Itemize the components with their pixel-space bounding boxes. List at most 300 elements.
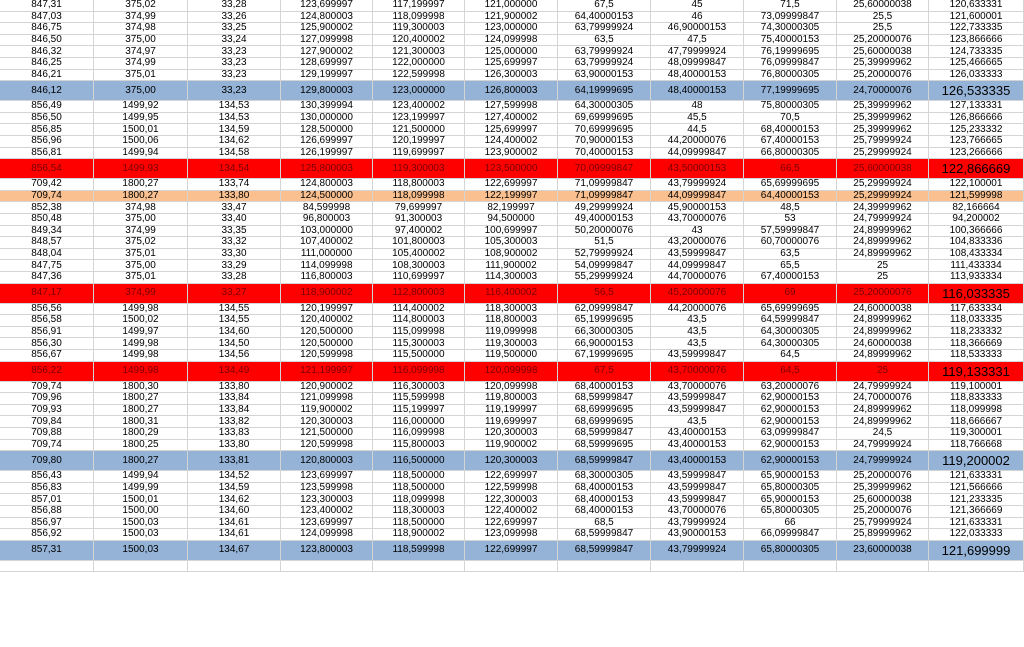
table-cell[interactable]: 43,59999847 xyxy=(651,249,744,260)
table-cell[interactable]: 25,5 xyxy=(837,23,929,34)
table-cell[interactable]: 60,70000076 xyxy=(744,237,837,248)
table-cell[interactable]: 133,80 xyxy=(188,382,281,393)
table-cell[interactable]: 857,31 xyxy=(0,541,94,560)
table-cell[interactable]: 134,56 xyxy=(188,350,281,361)
table-cell[interactable]: 120,199997 xyxy=(373,136,465,147)
table-cell[interactable]: 118,300003 xyxy=(373,506,465,517)
table-cell[interactable]: 25,39999962 xyxy=(837,58,929,69)
table-cell[interactable]: 121,600001 xyxy=(929,12,1024,23)
table-cell[interactable]: 120,300003 xyxy=(465,451,558,470)
table-cell[interactable]: 856,97 xyxy=(0,518,94,529)
table-cell[interactable]: 115,199997 xyxy=(373,405,465,416)
table-cell[interactable]: 63,79999924 xyxy=(558,23,651,34)
table-cell[interactable]: 43,59999847 xyxy=(651,350,744,361)
table-cell[interactable]: 64,59999847 xyxy=(744,315,837,326)
table-cell[interactable]: 847,17 xyxy=(0,284,94,303)
table-cell[interactable]: 47,5 xyxy=(651,35,744,46)
table-cell[interactable]: 66,30000305 xyxy=(558,327,651,338)
table-cell[interactable]: 375,00 xyxy=(94,35,188,46)
table-cell[interactable]: 115,800003 xyxy=(373,440,465,451)
table-cell[interactable]: 375,00 xyxy=(94,81,188,100)
table-cell[interactable]: 43,59999847 xyxy=(651,405,744,416)
table-cell[interactable]: 33,40 xyxy=(188,214,281,225)
table-cell[interactable]: 123,000000 xyxy=(465,23,558,34)
table-cell[interactable]: 127,900002 xyxy=(281,46,373,57)
table-cell[interactable]: 25,20000076 xyxy=(837,471,929,482)
table-cell[interactable]: 44,20000076 xyxy=(651,136,744,147)
table-cell[interactable]: 105,400002 xyxy=(373,249,465,260)
table-cell[interactable]: 122,599998 xyxy=(465,483,558,494)
table-cell[interactable]: 124,733335 xyxy=(929,46,1024,57)
table-cell[interactable]: 121,000000 xyxy=(465,0,558,11)
table-cell[interactable]: 62,90000153 xyxy=(744,440,837,451)
table-cell[interactable]: 849,34 xyxy=(0,226,94,237)
table-cell[interactable]: 77,19999695 xyxy=(744,81,837,100)
table-cell[interactable]: 1800,27 xyxy=(94,405,188,416)
table-cell[interactable]: 126,699997 xyxy=(281,136,373,147)
table-cell[interactable]: 43,79999924 xyxy=(651,518,744,529)
table-cell[interactable]: 68,59999847 xyxy=(558,529,651,540)
table-cell[interactable]: 24,89999962 xyxy=(837,405,929,416)
table-cell[interactable]: 852,38 xyxy=(0,202,94,213)
table-cell[interactable]: 25,39999962 xyxy=(837,101,929,112)
table-cell[interactable]: 100,699997 xyxy=(465,226,558,237)
table-cell[interactable]: 133,81 xyxy=(188,451,281,470)
table-cell[interactable]: 134,60 xyxy=(188,327,281,338)
table-cell[interactable]: 134,61 xyxy=(188,529,281,540)
table-cell[interactable]: 117,633334 xyxy=(929,304,1024,315)
table-cell[interactable]: 54,09999847 xyxy=(558,260,651,271)
table-cell[interactable]: 70,40000153 xyxy=(558,148,651,159)
table-cell[interactable]: 66,90000153 xyxy=(558,338,651,349)
table-cell[interactable]: 45 xyxy=(651,0,744,11)
table-cell[interactable]: 25,20000076 xyxy=(837,284,929,303)
table-cell[interactable]: 62,90000153 xyxy=(744,416,837,427)
table-cell[interactable]: 122,199997 xyxy=(465,191,558,202)
table-cell[interactable]: 709,74 xyxy=(0,191,94,202)
table-cell[interactable]: 123,199997 xyxy=(373,113,465,124)
table-cell[interactable]: 121,566666 xyxy=(929,483,1024,494)
table-cell[interactable]: 24,89999962 xyxy=(837,249,929,260)
table-cell[interactable]: 97,400002 xyxy=(373,226,465,237)
table-cell[interactable]: 122,033333 xyxy=(929,529,1024,540)
table-cell[interactable]: 68,40000153 xyxy=(558,494,651,505)
table-cell[interactable]: 116,033335 xyxy=(929,284,1024,303)
table-cell[interactable]: 125,466665 xyxy=(929,58,1024,69)
table-cell[interactable]: 24,79999924 xyxy=(837,382,929,393)
table-cell[interactable]: 119,099998 xyxy=(465,327,558,338)
table-cell[interactable]: 122,699997 xyxy=(465,518,558,529)
table-cell[interactable]: 709,96 xyxy=(0,393,94,404)
table-cell[interactable]: 1499,95 xyxy=(94,113,188,124)
table-cell[interactable]: 66,80000305 xyxy=(744,148,837,159)
table-cell[interactable]: 48,40000153 xyxy=(651,70,744,81)
table-cell[interactable]: 127,599998 xyxy=(465,101,558,112)
table-cell[interactable]: 111,433334 xyxy=(929,260,1024,271)
table-cell[interactable]: 1499,98 xyxy=(94,338,188,349)
table-cell[interactable]: 122,699997 xyxy=(465,179,558,190)
table-cell[interactable]: 68,40000153 xyxy=(744,124,837,135)
table-cell[interactable]: 66,5 xyxy=(744,159,837,178)
table-cell[interactable]: 122,300003 xyxy=(465,494,558,505)
table-cell[interactable]: 67,19999695 xyxy=(558,350,651,361)
table-cell[interactable]: 25 xyxy=(837,362,929,381)
table-cell[interactable]: 856,50 xyxy=(0,113,94,124)
table-cell[interactable]: 119,699997 xyxy=(373,148,465,159)
table-cell[interactable]: 134,59 xyxy=(188,483,281,494)
table-cell[interactable]: 856,92 xyxy=(0,529,94,540)
table-cell[interactable]: 71,5 xyxy=(744,0,837,11)
table-cell[interactable]: 119,300003 xyxy=(373,23,465,34)
table-cell[interactable]: 43 xyxy=(651,226,744,237)
table-cell[interactable]: 84,599998 xyxy=(281,202,373,213)
table-cell[interactable]: 121,300003 xyxy=(373,46,465,57)
table-cell[interactable]: 122,866669 xyxy=(929,159,1024,178)
table-cell[interactable]: 33,30 xyxy=(188,249,281,260)
table-cell[interactable]: 116,099998 xyxy=(373,362,465,381)
table-cell[interactable]: 24,89999962 xyxy=(837,315,929,326)
table-cell[interactable]: 25 xyxy=(837,272,929,283)
table-cell[interactable]: 856,81 xyxy=(0,148,94,159)
table-cell[interactable]: 129,199997 xyxy=(281,70,373,81)
table-cell[interactable]: 25,20000076 xyxy=(837,70,929,81)
table-cell[interactable]: 65,80000305 xyxy=(744,483,837,494)
table-cell[interactable]: 65,90000153 xyxy=(744,471,837,482)
table-cell[interactable]: 107,400002 xyxy=(281,237,373,248)
table-cell[interactable]: 119,500000 xyxy=(465,350,558,361)
table-cell[interactable]: 76,19999695 xyxy=(744,46,837,57)
empty-cell[interactable] xyxy=(188,561,281,572)
table-cell[interactable]: 1800,30 xyxy=(94,382,188,393)
table-cell[interactable]: 1499,94 xyxy=(94,148,188,159)
table-cell[interactable]: 25,5 xyxy=(837,12,929,23)
table-cell[interactable]: 48,09999847 xyxy=(651,58,744,69)
table-cell[interactable]: 857,01 xyxy=(0,494,94,505)
table-cell[interactable]: 122,100001 xyxy=(929,179,1024,190)
table-cell[interactable]: 24,70000076 xyxy=(837,393,929,404)
table-cell[interactable]: 43,5 xyxy=(651,327,744,338)
table-cell[interactable]: 64,30000305 xyxy=(558,101,651,112)
table-cell[interactable]: 43,59999847 xyxy=(651,494,744,505)
table-cell[interactable]: 128,500000 xyxy=(281,124,373,135)
table-cell[interactable]: 65,69999695 xyxy=(744,304,837,315)
table-cell[interactable]: 1499,98 xyxy=(94,362,188,381)
table-cell[interactable]: 1500,02 xyxy=(94,315,188,326)
table-cell[interactable]: 130,399994 xyxy=(281,101,373,112)
table-cell[interactable]: 71,09999847 xyxy=(558,179,651,190)
table-cell[interactable]: 134,61 xyxy=(188,518,281,529)
empty-cell[interactable] xyxy=(465,561,558,572)
table-cell[interactable]: 134,55 xyxy=(188,315,281,326)
table-cell[interactable]: 119,100001 xyxy=(929,382,1024,393)
table-cell[interactable]: 126,533335 xyxy=(929,81,1024,100)
table-cell[interactable]: 126,800003 xyxy=(465,81,558,100)
table-cell[interactable]: 119,300001 xyxy=(929,428,1024,439)
table-cell[interactable]: 25,20000076 xyxy=(837,506,929,517)
table-cell[interactable]: 375,01 xyxy=(94,70,188,81)
table-cell[interactable]: 46 xyxy=(651,12,744,23)
table-cell[interactable]: 134,49 xyxy=(188,362,281,381)
table-cell[interactable]: 82,199997 xyxy=(465,202,558,213)
table-cell[interactable]: 25,29999924 xyxy=(837,148,929,159)
table-cell[interactable]: 123,000000 xyxy=(373,81,465,100)
table-cell[interactable]: 94,500000 xyxy=(465,214,558,225)
table-cell[interactable]: 1800,27 xyxy=(94,179,188,190)
table-cell[interactable]: 123,866666 xyxy=(929,35,1024,46)
table-cell[interactable]: 125,000000 xyxy=(465,46,558,57)
table-cell[interactable]: 33,28 xyxy=(188,272,281,283)
table-cell[interactable]: 44,09999847 xyxy=(651,148,744,159)
table-cell[interactable]: 856,85 xyxy=(0,124,94,135)
table-cell[interactable]: 118,099998 xyxy=(929,405,1024,416)
table-cell[interactable]: 115,300003 xyxy=(373,338,465,349)
table-cell[interactable]: 101,800003 xyxy=(373,237,465,248)
table-cell[interactable]: 856,58 xyxy=(0,315,94,326)
table-cell[interactable]: 374,99 xyxy=(94,58,188,69)
table-cell[interactable]: 125,699997 xyxy=(465,124,558,135)
table-cell[interactable]: 24,79999924 xyxy=(837,451,929,470)
table-cell[interactable]: 65,90000153 xyxy=(744,494,837,505)
table-cell[interactable]: 120,500000 xyxy=(281,327,373,338)
table-cell[interactable]: 375,01 xyxy=(94,249,188,260)
table-cell[interactable]: 122,733335 xyxy=(929,23,1024,34)
table-cell[interactable]: 374,99 xyxy=(94,12,188,23)
table-cell[interactable]: 43,50000153 xyxy=(651,159,744,178)
table-cell[interactable]: 856,22 xyxy=(0,362,94,381)
table-cell[interactable]: 375,00 xyxy=(94,260,188,271)
table-cell[interactable]: 1499,97 xyxy=(94,327,188,338)
table-cell[interactable]: 25,60000038 xyxy=(837,46,929,57)
table-cell[interactable]: 116,099998 xyxy=(373,428,465,439)
table-cell[interactable]: 122,699997 xyxy=(465,471,558,482)
table-cell[interactable]: 114,800003 xyxy=(373,315,465,326)
table-cell[interactable]: 33,26 xyxy=(188,12,281,23)
table-cell[interactable]: 134,58 xyxy=(188,148,281,159)
table-cell[interactable]: 123,599998 xyxy=(281,483,373,494)
table-cell[interactable]: 846,21 xyxy=(0,70,94,81)
table-cell[interactable]: 55,29999924 xyxy=(558,272,651,283)
table-cell[interactable]: 116,000000 xyxy=(373,416,465,427)
table-cell[interactable]: 68,40000153 xyxy=(558,382,651,393)
table-cell[interactable]: 124,099998 xyxy=(281,529,373,540)
table-cell[interactable]: 43,59999847 xyxy=(651,393,744,404)
table-cell[interactable]: 45,5 xyxy=(651,113,744,124)
table-cell[interactable]: 62,90000153 xyxy=(744,405,837,416)
table-cell[interactable]: 134,59 xyxy=(188,124,281,135)
table-cell[interactable]: 121,633331 xyxy=(929,471,1024,482)
table-cell[interactable]: 91,300003 xyxy=(373,214,465,225)
table-cell[interactable]: 63,79999924 xyxy=(558,58,651,69)
empty-cell[interactable] xyxy=(651,561,744,572)
table-cell[interactable]: 52,79999924 xyxy=(558,249,651,260)
table-cell[interactable]: 1500,06 xyxy=(94,136,188,147)
table-cell[interactable]: 43,70000076 xyxy=(651,382,744,393)
table-cell[interactable]: 134,62 xyxy=(188,136,281,147)
table-cell[interactable]: 62,90000153 xyxy=(744,393,837,404)
table-cell[interactable]: 103,000000 xyxy=(281,226,373,237)
table-cell[interactable]: 24,39999962 xyxy=(837,202,929,213)
table-cell[interactable]: 114,400002 xyxy=(373,304,465,315)
table-cell[interactable]: 43,20000076 xyxy=(651,237,744,248)
table-cell[interactable]: 118,099998 xyxy=(373,191,465,202)
table-cell[interactable]: 49,40000153 xyxy=(558,214,651,225)
table-cell[interactable]: 121,500000 xyxy=(373,124,465,135)
table-cell[interactable]: 33,23 xyxy=(188,46,281,57)
table-cell[interactable]: 130,000000 xyxy=(281,113,373,124)
table-cell[interactable]: 1500,03 xyxy=(94,518,188,529)
table-cell[interactable]: 119,300003 xyxy=(373,159,465,178)
table-cell[interactable]: 120,900002 xyxy=(281,382,373,393)
table-cell[interactable]: 856,49 xyxy=(0,101,94,112)
table-cell[interactable]: 63,20000076 xyxy=(744,382,837,393)
table-cell[interactable]: 108,433334 xyxy=(929,249,1024,260)
table-cell[interactable]: 105,300003 xyxy=(465,237,558,248)
table-cell[interactable]: 51,5 xyxy=(558,237,651,248)
table-cell[interactable]: 24,60000038 xyxy=(837,304,929,315)
table-cell[interactable]: 75,40000153 xyxy=(744,35,837,46)
table-cell[interactable]: 33,28 xyxy=(188,0,281,11)
table-cell[interactable]: 73,09999847 xyxy=(744,12,837,23)
table-cell[interactable]: 119,200002 xyxy=(929,451,1024,470)
table-cell[interactable]: 1499,99 xyxy=(94,483,188,494)
table-cell[interactable]: 67,40000153 xyxy=(744,272,837,283)
table-cell[interactable]: 134,60 xyxy=(188,506,281,517)
table-cell[interactable]: 1800,29 xyxy=(94,428,188,439)
table-cell[interactable]: 65,80000305 xyxy=(744,506,837,517)
table-cell[interactable]: 129,800003 xyxy=(281,81,373,100)
table-cell[interactable]: 123,766665 xyxy=(929,136,1024,147)
table-cell[interactable]: 33,27 xyxy=(188,284,281,303)
table-cell[interactable]: 848,04 xyxy=(0,249,94,260)
table-cell[interactable]: 119,699997 xyxy=(465,416,558,427)
table-cell[interactable]: 68,59999695 xyxy=(558,440,651,451)
table-cell[interactable]: 846,75 xyxy=(0,23,94,34)
table-cell[interactable]: 68,59999847 xyxy=(558,541,651,560)
table-cell[interactable]: 44,70000076 xyxy=(651,272,744,283)
table-cell[interactable]: 25,89999962 xyxy=(837,529,929,540)
table-cell[interactable]: 856,54 xyxy=(0,159,94,178)
table-cell[interactable]: 115,599998 xyxy=(373,393,465,404)
table-cell[interactable]: 68,69999695 xyxy=(558,405,651,416)
table-cell[interactable]: 121,900002 xyxy=(465,12,558,23)
table-cell[interactable]: 96,800003 xyxy=(281,214,373,225)
table-cell[interactable]: 68,59999847 xyxy=(558,451,651,470)
table-cell[interactable]: 847,03 xyxy=(0,12,94,23)
table-cell[interactable]: 64,19999695 xyxy=(558,81,651,100)
table-cell[interactable]: 115,500000 xyxy=(373,350,465,361)
table-cell[interactable]: 64,5 xyxy=(744,350,837,361)
table-cell[interactable]: 76,80000305 xyxy=(744,70,837,81)
table-cell[interactable]: 49,29999924 xyxy=(558,202,651,213)
table-cell[interactable]: 46,90000153 xyxy=(651,23,744,34)
table-cell[interactable]: 43,5 xyxy=(651,416,744,427)
table-cell[interactable]: 113,933334 xyxy=(929,272,1024,283)
table-cell[interactable]: 126,199997 xyxy=(281,148,373,159)
table-cell[interactable]: 709,74 xyxy=(0,440,94,451)
table-cell[interactable]: 82,166664 xyxy=(929,202,1024,213)
table-cell[interactable]: 123,699997 xyxy=(281,471,373,482)
table-cell[interactable]: 116,800003 xyxy=(281,272,373,283)
table-cell[interactable]: 120,300003 xyxy=(281,416,373,427)
table-cell[interactable]: 134,54 xyxy=(188,159,281,178)
table-cell[interactable]: 847,36 xyxy=(0,272,94,283)
table-cell[interactable]: 43,5 xyxy=(651,315,744,326)
table-cell[interactable]: 53 xyxy=(744,214,837,225)
table-cell[interactable]: 71,09999847 xyxy=(558,191,651,202)
table-cell[interactable]: 44,5 xyxy=(651,124,744,135)
table-cell[interactable]: 63,90000153 xyxy=(558,70,651,81)
table-cell[interactable]: 33,23 xyxy=(188,81,281,100)
table-cell[interactable]: 33,23 xyxy=(188,58,281,69)
table-cell[interactable]: 69,69999695 xyxy=(558,113,651,124)
table-cell[interactable]: 68,30000305 xyxy=(558,471,651,482)
table-cell[interactable]: 68,59999847 xyxy=(558,393,651,404)
table-cell[interactable]: 846,32 xyxy=(0,46,94,57)
table-cell[interactable]: 44,20000076 xyxy=(651,304,744,315)
table-cell[interactable]: 123,400002 xyxy=(281,506,373,517)
table-cell[interactable]: 124,800003 xyxy=(281,12,373,23)
table-cell[interactable]: 118,533333 xyxy=(929,350,1024,361)
table-cell[interactable]: 121,099998 xyxy=(281,393,373,404)
table-cell[interactable]: 134,53 xyxy=(188,113,281,124)
table-cell[interactable]: 116,300003 xyxy=(373,382,465,393)
table-cell[interactable]: 118,800003 xyxy=(465,315,558,326)
table-cell[interactable]: 1499,93 xyxy=(94,159,188,178)
table-cell[interactable]: 108,300003 xyxy=(373,260,465,271)
table-cell[interactable]: 69 xyxy=(744,284,837,303)
table-cell[interactable]: 374,99 xyxy=(94,226,188,237)
table-cell[interactable]: 104,833336 xyxy=(929,237,1024,248)
table-cell[interactable]: 709,42 xyxy=(0,179,94,190)
table-cell[interactable]: 25,29999924 xyxy=(837,179,929,190)
table-cell[interactable]: 33,23 xyxy=(188,70,281,81)
table-cell[interactable]: 124,800003 xyxy=(281,179,373,190)
empty-cell[interactable] xyxy=(0,561,94,572)
table-cell[interactable]: 124,400002 xyxy=(465,136,558,147)
table-cell[interactable]: 125,800003 xyxy=(281,159,373,178)
table-cell[interactable]: 118,500000 xyxy=(373,471,465,482)
table-cell[interactable]: 24,79999924 xyxy=(837,214,929,225)
empty-cell[interactable] xyxy=(744,561,837,572)
table-cell[interactable]: 121,199997 xyxy=(281,362,373,381)
table-cell[interactable]: 116,400002 xyxy=(465,284,558,303)
table-cell[interactable]: 846,50 xyxy=(0,35,94,46)
table-cell[interactable]: 70,09999847 xyxy=(558,159,651,178)
table-cell[interactable]: 25,79999924 xyxy=(837,518,929,529)
table-cell[interactable]: 125,900002 xyxy=(281,23,373,34)
table-cell[interactable]: 56,5 xyxy=(558,284,651,303)
table-cell[interactable]: 48 xyxy=(651,101,744,112)
table-cell[interactable]: 33,25 xyxy=(188,23,281,34)
table-cell[interactable]: 123,800003 xyxy=(281,541,373,560)
table-cell[interactable]: 856,83 xyxy=(0,483,94,494)
table-cell[interactable]: 118,666667 xyxy=(929,416,1024,427)
table-cell[interactable]: 70,5 xyxy=(744,113,837,124)
table-cell[interactable]: 118,599998 xyxy=(373,541,465,560)
empty-cell[interactable] xyxy=(373,561,465,572)
table-cell[interactable]: 375,00 xyxy=(94,214,188,225)
table-cell[interactable]: 120,400002 xyxy=(281,315,373,326)
table-cell[interactable]: 375,02 xyxy=(94,237,188,248)
table-cell[interactable]: 121,599998 xyxy=(929,191,1024,202)
table-cell[interactable]: 848,57 xyxy=(0,237,94,248)
table-cell[interactable]: 25,60000038 xyxy=(837,494,929,505)
table-cell[interactable]: 134,53 xyxy=(188,101,281,112)
table-cell[interactable]: 374,98 xyxy=(94,23,188,34)
table-cell[interactable]: 134,55 xyxy=(188,304,281,315)
table-cell[interactable]: 124,099998 xyxy=(465,35,558,46)
table-cell[interactable]: 118,766668 xyxy=(929,440,1024,451)
